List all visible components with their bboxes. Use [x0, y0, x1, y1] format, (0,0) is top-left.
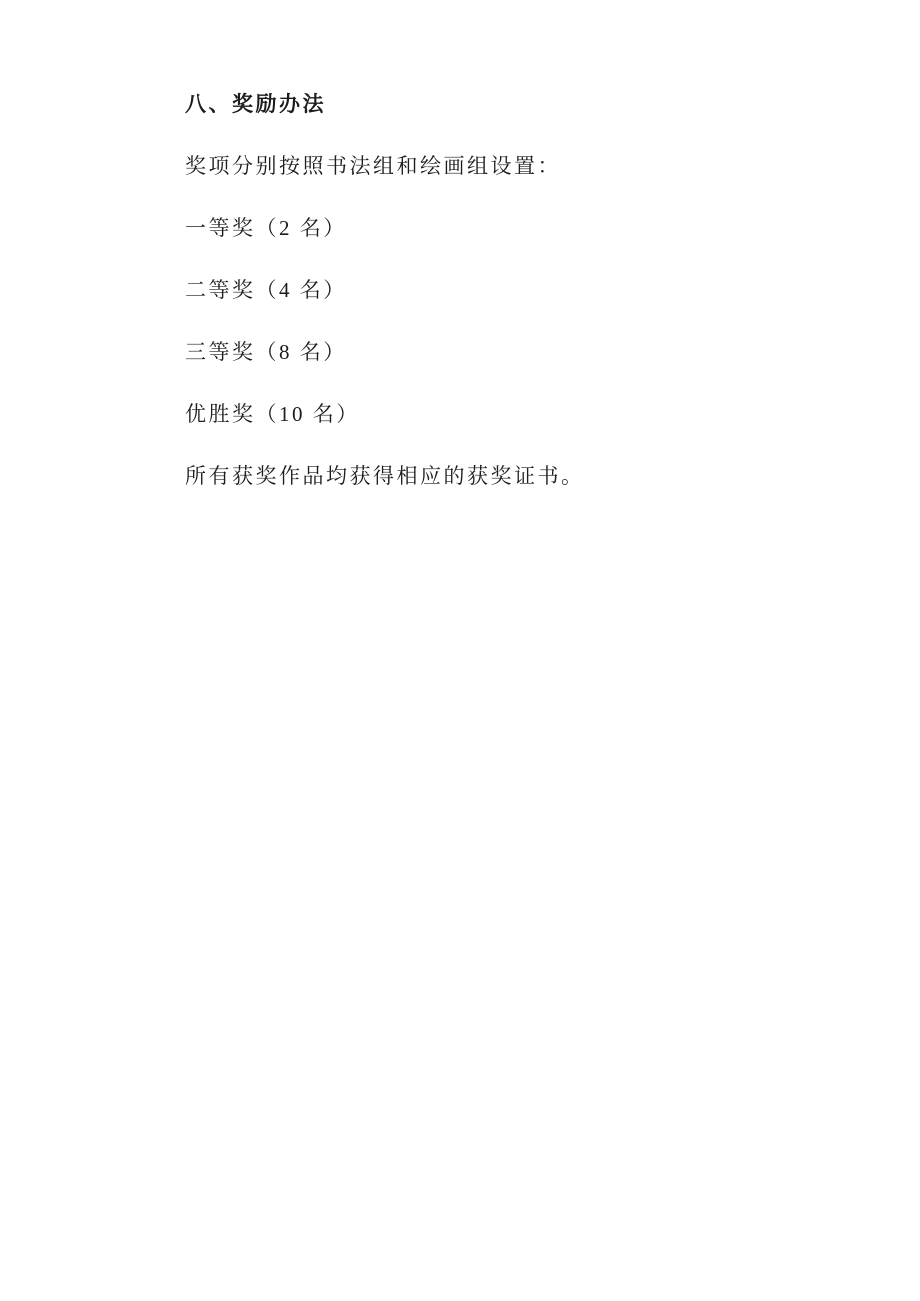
paragraph-winner-prize: 优胜奖（10 名）	[185, 402, 360, 426]
paragraph-intro: 奖项分别按照书法组和绘画组设置：	[185, 154, 561, 178]
paragraph-first-prize: 一等奖（2 名）	[185, 216, 347, 240]
section-heading: 八、奖励办法	[185, 92, 326, 116]
paragraph-second-prize: 二等奖（4 名）	[185, 278, 347, 302]
paragraph-certificate-note: 所有获奖作品均获得相应的获奖证书。	[185, 464, 585, 488]
paragraph-third-prize: 三等奖（8 名）	[185, 340, 347, 364]
